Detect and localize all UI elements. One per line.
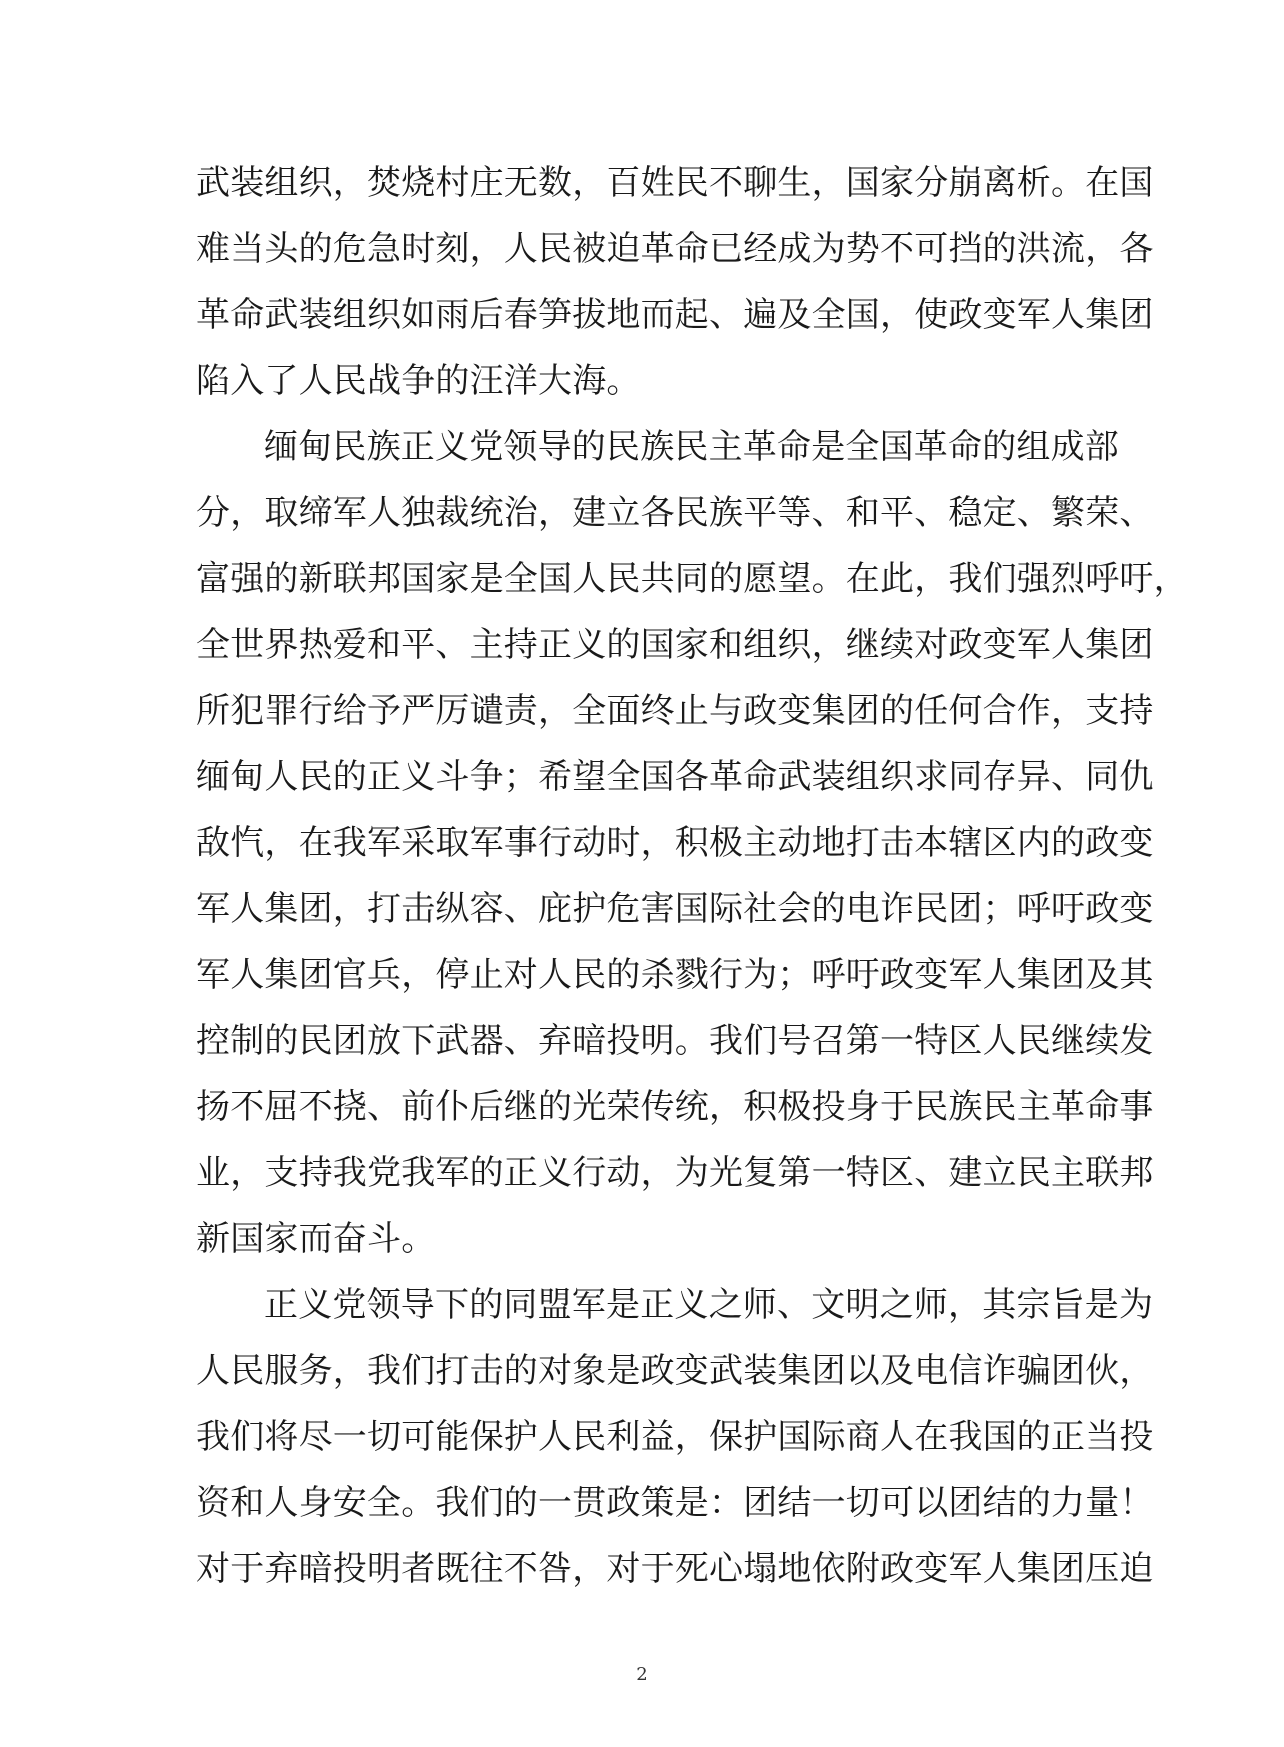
- text-line: 难当头的危急时刻，人民被迫革命已经成为势不可挡的洪流，各: [196, 229, 1154, 269]
- text-line: 敌忾，在我军采取军事行动时，积极主动地打击本辖区内的政变: [196, 823, 1154, 863]
- text-line: 武装组织，焚烧村庄无数，百姓民不聊生，国家分崩离析。在国: [196, 163, 1154, 203]
- text-line: 分，取缔军人独裁统治，建立各民族平等、和平、稳定、繁荣、: [196, 493, 1154, 533]
- text-line: 军人集团官兵，停止对人民的杀戮行为；呼吁政变军人集团及其: [196, 955, 1154, 995]
- text-line: 富强的新联邦国家是全国人民共同的愿望。在此，我们强烈呼吁，: [196, 559, 1188, 599]
- paragraph-start-line: 缅甸民族正义党领导的民族民主革命是全国革命的组成部: [264, 427, 1119, 467]
- text-line: 陷入了人民战争的汪洋大海。: [196, 361, 641, 401]
- text-line: 业，支持我党我军的正义行动，为光复第一特区、建立民主联邦: [196, 1153, 1154, 1193]
- text-line: 扬不屈不挠、前仆后继的光荣传统，积极投身于民族民主革命事: [196, 1087, 1154, 1127]
- text-line: 全世界热爱和平、主持正义的国家和组织，继续对政变军人集团: [196, 625, 1154, 665]
- text-line: 革命武装组织如雨后春笋拔地而起、遍及全国，使政变军人集团: [196, 295, 1154, 335]
- text-line: 人民服务，我们打击的对象是政变武装集团以及电信诈骗团伙，: [196, 1351, 1154, 1391]
- document-body: [196, 150, 1188, 1602]
- text-line: 缅甸人民的正义斗争；希望全国各革命武装组织求同存异、同仇: [196, 757, 1154, 797]
- text-line: 军人集团，打击纵容、庇护危害国际社会的电诈民团；呼吁政变: [196, 889, 1154, 929]
- text-line: 我们将尽一切可能保护人民利益，保护国际商人在我国的正当投: [196, 1417, 1154, 1457]
- text-line: 资和人身安全。我们的一贯政策是：团结一切可以团结的力量！: [196, 1483, 1154, 1523]
- page-number: 2: [636, 1664, 648, 1685]
- text-line: 新国家而奋斗。: [196, 1219, 436, 1259]
- text-line: 对于弃暗投明者既往不咎，对于死心塌地依附政变军人集团压迫: [196, 1549, 1154, 1589]
- text-line: 控制的民团放下武器、弃暗投明。我们号召第一特区人民继续发: [196, 1021, 1154, 1061]
- text-line: 所犯罪行给予严厉谴责，全面终止与政变集团的任何合作，支持: [196, 691, 1154, 731]
- paragraph-start-line: 正义党领导下的同盟军是正义之师、文明之师，其宗旨是为: [264, 1285, 1154, 1325]
